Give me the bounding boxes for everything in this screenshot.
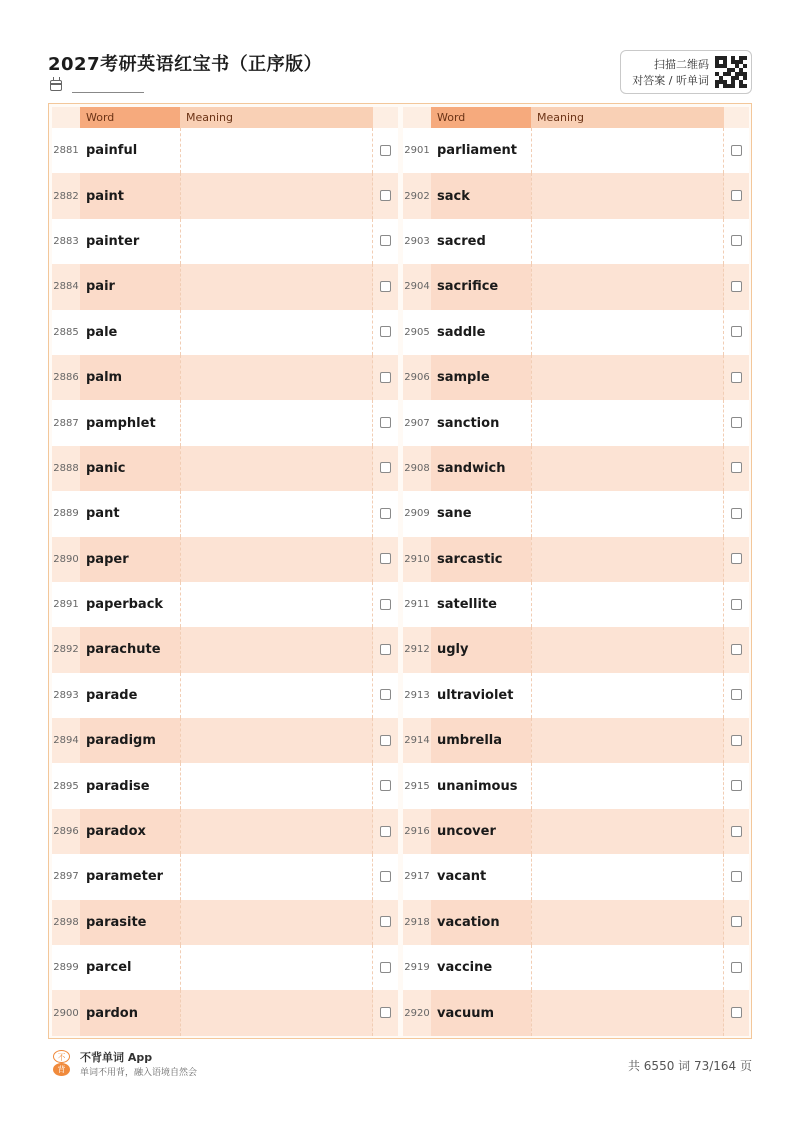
- word-row: [52, 854, 398, 899]
- word-number: 2886: [53, 372, 79, 384]
- checkbox[interactable]: [731, 780, 742, 791]
- meaning-blank[interactable]: [531, 718, 724, 763]
- word-number: 2899: [53, 962, 79, 974]
- meaning-blank[interactable]: [531, 673, 724, 718]
- checkbox[interactable]: [731, 599, 742, 610]
- meaning-blank[interactable]: [531, 537, 724, 582]
- checkbox[interactable]: [380, 916, 391, 927]
- word-row: [403, 400, 749, 445]
- word-number: 2888: [53, 462, 79, 474]
- word-row: [52, 310, 398, 355]
- meaning-blank[interactable]: [531, 809, 724, 854]
- word-row: [403, 446, 749, 491]
- word-number: 2912: [404, 644, 430, 656]
- qr-line-2: 对答案 / 听单词: [632, 74, 709, 87]
- checkbox[interactable]: [380, 372, 391, 383]
- header-number-cell: [403, 107, 431, 128]
- checkbox[interactable]: [731, 145, 742, 156]
- meaning-blank[interactable]: [531, 310, 724, 355]
- word-text: satellite: [437, 597, 497, 613]
- qr-code-box[interactable]: [620, 50, 752, 94]
- word-text: umbrella: [431, 718, 531, 763]
- word-number: 2915: [404, 780, 430, 792]
- qr-code-icon[interactable]: [715, 56, 747, 88]
- checkbox[interactable]: [731, 644, 742, 655]
- page-title: 2027考研英语红宝书（正序版）: [48, 54, 323, 75]
- logo-bottom-circle: 背: [53, 1063, 70, 1076]
- word-text: vaccine: [437, 960, 493, 976]
- word-number: 2895: [53, 780, 79, 792]
- meaning-blank[interactable]: [180, 173, 373, 218]
- app-name: 不背单词 App: [80, 1051, 153, 1064]
- meaning-blank[interactable]: [531, 173, 724, 218]
- word-number: 2889: [53, 508, 79, 520]
- word-text: sane: [437, 506, 472, 522]
- checkbox[interactable]: [380, 462, 391, 473]
- meaning-blank[interactable]: [531, 219, 724, 264]
- checkbox[interactable]: [380, 190, 391, 201]
- word-text: paradox: [80, 809, 180, 854]
- word-number: 2891: [53, 599, 79, 611]
- word-number: 2917: [404, 871, 430, 883]
- word-text: vacation: [431, 900, 531, 945]
- word-number: 2903: [404, 235, 430, 247]
- word-text: parameter: [86, 869, 164, 885]
- word-number: 2902: [404, 190, 430, 202]
- word-row: [403, 945, 749, 990]
- word-number: 2897: [53, 871, 79, 883]
- word-row: [403, 718, 749, 763]
- word-number: 2885: [53, 326, 79, 338]
- checkbox[interactable]: [731, 826, 742, 837]
- checkbox[interactable]: [380, 417, 391, 428]
- checkbox[interactable]: [380, 735, 391, 746]
- word-row: [403, 264, 749, 309]
- app-logo: [53, 1050, 71, 1076]
- meaning-blank[interactable]: [180, 537, 373, 582]
- word-text: pale: [86, 324, 118, 340]
- word-row: [52, 355, 398, 400]
- word-row: [403, 854, 749, 899]
- meaning-blank[interactable]: [531, 128, 724, 173]
- checkbox[interactable]: [731, 916, 742, 927]
- word-text: sandwich: [431, 446, 531, 491]
- word-text: paint: [80, 173, 180, 218]
- left-rows: [52, 128, 398, 1036]
- word-text: sacred: [437, 233, 486, 249]
- checkbox[interactable]: [380, 962, 391, 973]
- meaning-blank[interactable]: [180, 809, 373, 854]
- word-row: [403, 627, 749, 672]
- checkbox[interactable]: [731, 372, 742, 383]
- checkbox[interactable]: [731, 553, 742, 564]
- word-number: 2892: [53, 644, 79, 656]
- word-text: pamphlet: [86, 415, 156, 431]
- meaning-blank[interactable]: [180, 945, 373, 990]
- meaning-blank[interactable]: [180, 990, 373, 1035]
- meaning-blank[interactable]: [531, 945, 724, 990]
- header-word: Word: [80, 107, 180, 128]
- meaning-blank[interactable]: [180, 854, 373, 899]
- word-number: 2911: [404, 599, 430, 611]
- page-info: 共 6550 词 73/164 页: [627, 1059, 752, 1073]
- checkbox[interactable]: [731, 1007, 742, 1018]
- meaning-blank[interactable]: [180, 763, 373, 808]
- word-number: 2890: [53, 553, 79, 565]
- meaning-blank[interactable]: [180, 128, 373, 173]
- word-row: [403, 537, 749, 582]
- word-text: vacant: [437, 869, 487, 885]
- app-slogan: 单词不用背，融入语境自然会: [80, 1068, 198, 1078]
- word-text: sarcastic: [431, 537, 531, 582]
- checkbox[interactable]: [380, 235, 391, 246]
- calendar-icon: [50, 80, 62, 91]
- word-text: uncover: [431, 809, 531, 854]
- checkbox[interactable]: [380, 644, 391, 655]
- header-meaning: Meaning: [180, 107, 373, 128]
- meaning-blank[interactable]: [531, 900, 724, 945]
- word-number: 2896: [53, 826, 79, 838]
- word-text: pair: [80, 264, 180, 309]
- meaning-blank[interactable]: [180, 673, 373, 718]
- word-text: ugly: [431, 627, 531, 672]
- word-text: parasite: [80, 900, 180, 945]
- checkbox[interactable]: [380, 780, 391, 791]
- word-text: pant: [86, 506, 120, 522]
- word-text: paradigm: [80, 718, 180, 763]
- word-row: [52, 264, 398, 309]
- qr-line-1: 扫描二维码: [654, 58, 709, 71]
- word-row: [52, 537, 398, 582]
- checkbox[interactable]: [731, 735, 742, 746]
- word-number: 2884: [53, 281, 79, 293]
- checkbox[interactable]: [380, 553, 391, 564]
- meaning-blank[interactable]: [180, 310, 373, 355]
- word-number: 2914: [404, 735, 430, 747]
- word-number: 2913: [404, 689, 430, 701]
- word-row: [52, 491, 398, 536]
- word-row: [52, 990, 398, 1035]
- meaning-blank[interactable]: [180, 264, 373, 309]
- checkbox[interactable]: [380, 689, 391, 700]
- meaning-blank[interactable]: [180, 446, 373, 491]
- word-number: 2881: [53, 145, 79, 157]
- checkbox[interactable]: [380, 281, 391, 292]
- header-check-cell: [724, 107, 749, 128]
- word-number: 2887: [53, 417, 79, 429]
- meaning-blank[interactable]: [531, 355, 724, 400]
- word-text: panic: [80, 446, 180, 491]
- meaning-blank[interactable]: [180, 355, 373, 400]
- word-text: vacuum: [431, 990, 531, 1035]
- word-text: sacrifice: [431, 264, 531, 309]
- checkbox[interactable]: [380, 826, 391, 837]
- word-text: paperback: [86, 597, 164, 613]
- word-row: [52, 128, 398, 173]
- right-rows: [403, 128, 749, 1036]
- word-number: 2898: [53, 916, 79, 928]
- word-row: [403, 582, 749, 627]
- word-row: [52, 900, 398, 945]
- header-number-cell: [52, 107, 80, 128]
- meaning-blank[interactable]: [531, 627, 724, 672]
- meaning-blank[interactable]: [531, 763, 724, 808]
- header-word: Word: [431, 107, 531, 128]
- word-row: [52, 173, 398, 218]
- word-number: 2916: [404, 826, 430, 838]
- word-row: [52, 446, 398, 491]
- meaning-blank[interactable]: [531, 854, 724, 899]
- word-text: saddle: [437, 324, 486, 340]
- qr-module: [743, 84, 747, 88]
- word-row: [52, 718, 398, 763]
- word-text: paper: [80, 537, 180, 582]
- checkbox[interactable]: [380, 508, 391, 519]
- checkbox[interactable]: [731, 689, 742, 700]
- word-row: [403, 900, 749, 945]
- word-number: 2901: [404, 145, 430, 157]
- word-number: 2900: [53, 1007, 79, 1019]
- checkbox[interactable]: [731, 281, 742, 292]
- qr-instructions: [627, 57, 709, 89]
- word-text: sanction: [437, 415, 500, 431]
- word-row: [52, 673, 398, 718]
- word-text: palm: [80, 355, 180, 400]
- checkbox[interactable]: [380, 599, 391, 610]
- checkbox[interactable]: [731, 326, 742, 337]
- meaning-blank[interactable]: [531, 990, 724, 1035]
- checkbox[interactable]: [731, 190, 742, 201]
- date-blank-line: [72, 92, 144, 93]
- vocabulary-table: [48, 103, 752, 1039]
- word-text: unanimous: [437, 778, 518, 794]
- checkbox[interactable]: [731, 508, 742, 519]
- checkbox[interactable]: [380, 145, 391, 156]
- word-number: 2906: [404, 372, 430, 384]
- word-number: 2910: [404, 553, 430, 565]
- right-column: [403, 107, 749, 1036]
- word-text: parachute: [80, 627, 180, 672]
- word-number: 2883: [53, 235, 79, 247]
- word-text: parade: [86, 687, 138, 703]
- checkbox[interactable]: [731, 871, 742, 882]
- word-row: [403, 491, 749, 536]
- checkbox[interactable]: [731, 462, 742, 473]
- meaning-blank[interactable]: [531, 491, 724, 536]
- word-row: [403, 310, 749, 355]
- logo-top-circle: 不: [53, 1050, 70, 1063]
- word-number: 2904: [404, 281, 430, 293]
- word-row: [403, 809, 749, 854]
- word-number: 2894: [53, 735, 79, 747]
- word-row: [52, 400, 398, 445]
- meaning-blank[interactable]: [531, 400, 724, 445]
- word-text: pardon: [80, 990, 180, 1035]
- meaning-blank[interactable]: [180, 582, 373, 627]
- checkbox[interactable]: [380, 871, 391, 882]
- word-text: sack: [431, 173, 531, 218]
- header-meaning: Meaning: [531, 107, 724, 128]
- word-row: [52, 219, 398, 264]
- right-table-header: [403, 107, 749, 128]
- word-row: [403, 763, 749, 808]
- word-number: 2908: [404, 462, 430, 474]
- meaning-blank[interactable]: [531, 264, 724, 309]
- meaning-blank[interactable]: [180, 718, 373, 763]
- word-row: [52, 582, 398, 627]
- meaning-blank[interactable]: [180, 400, 373, 445]
- left-table-header: [52, 107, 398, 128]
- word-number: 2918: [404, 916, 430, 928]
- word-row: [403, 219, 749, 264]
- word-row: [403, 673, 749, 718]
- word-row: [52, 945, 398, 990]
- word-row: [403, 990, 749, 1035]
- word-text: painter: [86, 233, 140, 249]
- word-row: [52, 809, 398, 854]
- word-number: 2893: [53, 689, 79, 701]
- word-number: 2882: [53, 190, 79, 202]
- word-number: 2919: [404, 962, 430, 974]
- checkbox[interactable]: [731, 235, 742, 246]
- word-text: ultraviolet: [437, 687, 514, 703]
- meaning-blank[interactable]: [180, 491, 373, 536]
- word-text: paradise: [86, 778, 150, 794]
- checkbox[interactable]: [731, 962, 742, 973]
- word-text: parcel: [86, 960, 132, 976]
- word-text: painful: [86, 143, 138, 159]
- checkbox[interactable]: [380, 1007, 391, 1018]
- meaning-blank[interactable]: [531, 582, 724, 627]
- word-number: 2920: [404, 1007, 430, 1019]
- word-number: 2905: [404, 326, 430, 338]
- meaning-blank[interactable]: [180, 627, 373, 672]
- meaning-blank[interactable]: [180, 219, 373, 264]
- word-number: 2909: [404, 508, 430, 520]
- meaning-blank[interactable]: [531, 446, 724, 491]
- word-number: 2907: [404, 417, 430, 429]
- header-check-cell: [373, 107, 398, 128]
- word-row: [403, 128, 749, 173]
- word-row: [403, 173, 749, 218]
- word-row: [52, 627, 398, 672]
- meaning-blank[interactable]: [180, 900, 373, 945]
- checkbox[interactable]: [731, 417, 742, 428]
- word-text: parliament: [437, 143, 518, 159]
- checkbox[interactable]: [380, 326, 391, 337]
- word-row: [403, 355, 749, 400]
- word-text: sample: [431, 355, 531, 400]
- left-column: [52, 107, 398, 1036]
- word-row: [52, 763, 398, 808]
